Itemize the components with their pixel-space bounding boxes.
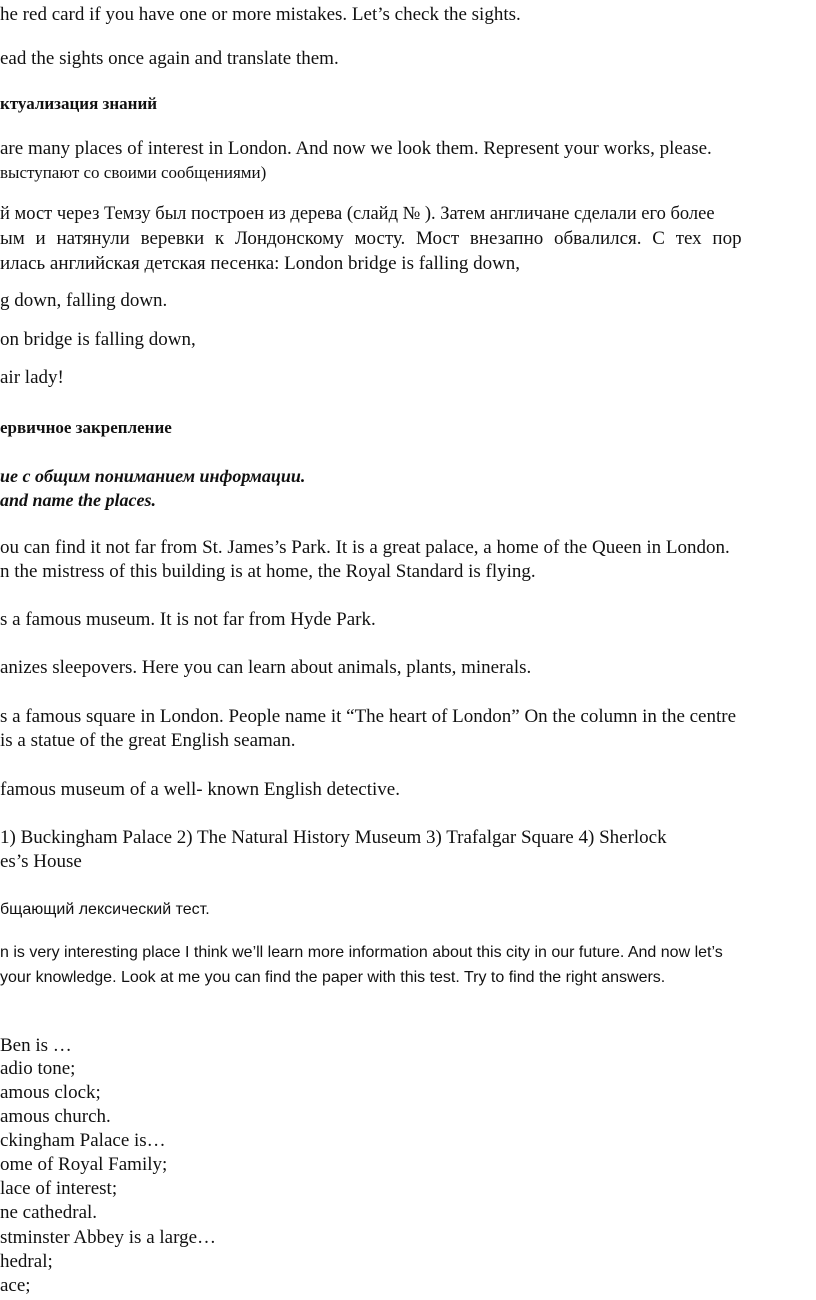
- text-line: ou can find it not far from St. James’s Park. It is a great palace, a home of the Queen in London.: [0, 537, 730, 558]
- test-option: amous clock;: [0, 1082, 101, 1103]
- section-heading: бщающий лексический тест.: [0, 901, 210, 918]
- text-line: es’s House: [0, 851, 82, 872]
- test-question: stminster Abbey is a large…: [0, 1227, 217, 1248]
- test-option: hedral;: [0, 1251, 53, 1272]
- text-line: g down, falling down.: [0, 290, 168, 311]
- text-line: илась английская детская песенка: London bridge is falling down,: [0, 253, 521, 274]
- test-option: ome of Royal Family;: [0, 1154, 168, 1175]
- text-line: ead the sights once again and translate them.: [0, 48, 339, 69]
- test-question: ckingham Palace is…: [0, 1130, 166, 1151]
- section-heading: ервичное закрепление: [0, 418, 172, 437]
- test-option: adio tone;: [0, 1058, 76, 1079]
- text-line: are many places of interest in London. And now we look them. Represent your works, please.: [0, 138, 712, 159]
- text-line: your knowledge. Look at me you can find the paper with this test. Try to find the right answers.: [0, 969, 666, 986]
- text-line: выступают со своими сообщениями): [0, 163, 267, 182]
- text-line: he red card if you have one or more mistakes. Let’s check the sights.: [0, 4, 521, 25]
- test-option: ne cathedral.: [0, 1202, 98, 1223]
- text-line: on bridge is falling down,: [0, 329, 196, 350]
- test-option: lace of interest;: [0, 1178, 118, 1199]
- task-heading: and name the places.: [0, 490, 156, 510]
- task-heading: ие с общим пониманием информации.: [0, 466, 306, 486]
- text-line: famous museum of a well- known English detective.: [0, 779, 400, 800]
- text-line: й мост через Темзу был построен из дерева (слайд № ). Затем англичане сделали его более: [0, 204, 715, 224]
- text-line: ым и натянули веревки к Лондонскому мосту. Мост внезапно обвалился. С тех пор: [0, 228, 742, 249]
- test-option: ace;: [0, 1275, 31, 1296]
- text-line: anizes sleepovers. Here you can learn about animals, plants, minerals.: [0, 657, 532, 678]
- text-line: s a famous museum. It is not far from Hyde Park.: [0, 609, 376, 630]
- section-heading: ктуализация знаний: [0, 94, 158, 113]
- text-line: air lady!: [0, 367, 64, 388]
- text-line: is a statue of the great English seaman.: [0, 730, 296, 751]
- test-option: amous church.: [0, 1106, 111, 1127]
- text-line: n is very interesting place I think we’ll learn more information about this city in our future. And now let’s: [0, 944, 723, 961]
- text-line: n the mistress of this building is at home, the Royal Standard is flying.: [0, 561, 536, 582]
- text-line: 1) Buckingham Palace 2) The Natural History Museum 3) Trafalgar Square 4) Sherlock: [0, 827, 667, 848]
- test-question: Ben is …: [0, 1035, 72, 1056]
- text-line: s a famous square in London. People name it “The heart of London” On the column in the centre: [0, 706, 737, 727]
